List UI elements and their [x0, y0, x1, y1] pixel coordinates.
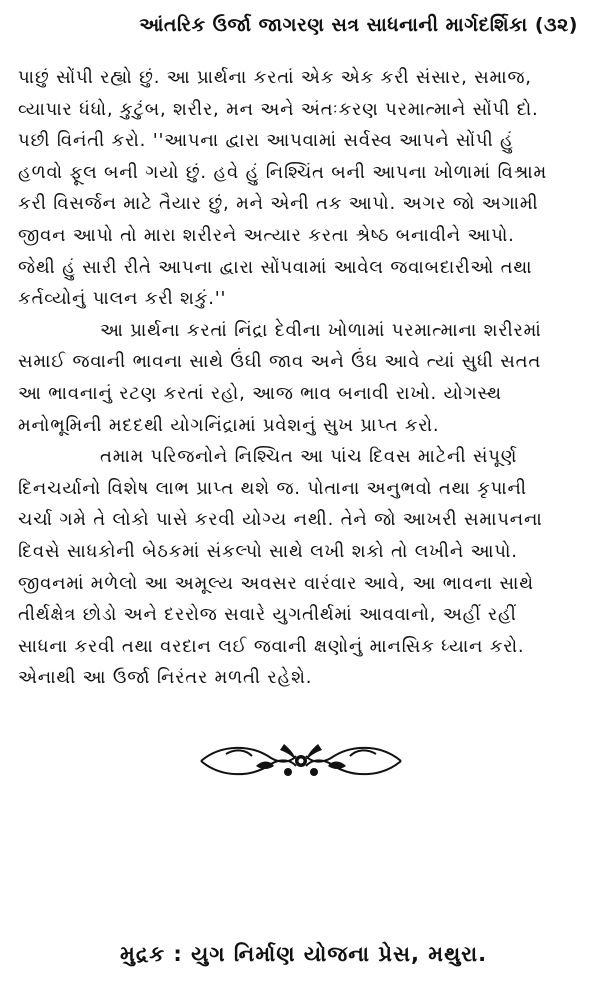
text-line: જેથી હું સારી રીતે આપના દ્વારા સોંપવામાં આવેલ જવાબદારીઓ તથા	[18, 256, 533, 278]
text-line: વ્યાપાર ધંધો, કુટુંબ, શરીર, મન અને અંતઃકરણ પરમાત્માને સોંપી દો.	[18, 98, 539, 120]
text-line: આ પ્રાર્થના કરતાં નિંદ્રા દેવીના ખોળામાં પરમાત્માના શરીરમાં	[100, 319, 542, 341]
text-line: દિવસે સાધકોની બેઠકમાં સંકલ્પો સાથે લખી શકો તો લખીને આપો.	[18, 540, 518, 562]
floral-divider-icon	[196, 736, 406, 786]
text-line: ચર્ચા ગમે તે લોકો પાસે કરવી યોગ્ય નથી. તેને જો આખરી સમાપનના	[18, 509, 543, 531]
text-line: આ ભાવનાનું રટણ કરતાં રહો, આજ ભાવ બનાવી રાખો. યોગસ્થ	[18, 382, 502, 404]
printer-credit: મુદ્રક : યુગ નિર્માણ યોજના પ્રેસ, મથુરા.	[120, 942, 488, 966]
paragraph-1	[18, 62, 582, 315]
paragraph-2	[18, 315, 582, 441]
text-line: કર્તવ્યોનું પાલન કરી શકું.''	[18, 288, 227, 310]
text-line: દિનચર્યાનો વિશેષ લાભ પ્રાપ્ત થશે જ. પોતાના અનુભવો તથા કૃપાની	[18, 477, 527, 499]
text-line: જીવન આપો તો મારા શરીરને અત્યાર કરતા શ્રેષ્ઠ બનાવીને આપો.	[18, 224, 515, 246]
body-text	[18, 62, 582, 694]
text-line: સમાઈ જવાની ભાવના સાથે ઉંઘી જાવ અને ઉંઘ આવે ત્યાં સુધી સતત	[18, 351, 542, 373]
text-line: મનોભૂમિની મદદથી યોગનિંદ્રામાં પ્રવેશનું સુખ પ્રાપ્ત કરો.	[18, 414, 440, 436]
text-line: પછી વિનંતી કરો. ''આપના દ્વારા આપવામાં સર્વસ્વ આપને સોંપી હું	[18, 130, 514, 152]
text-line: તીર્થક્ષેત્ર છોડો અને દરરોજ સવારે યુગતીર્થમાં આવવાનો, અહીં રહીં	[18, 604, 517, 626]
paragraph-3	[18, 441, 582, 694]
page-header-title: આંતરિક ઉર્જા જાગરણ સત્ર સાધનાની માર્ગદર્શિકા (૩૨)	[139, 14, 578, 36]
text-line: સાધના કરવી તથા વરદાન લઈ જવાની ક્ષણોનું માનસિક ધ્યાન કરો.	[18, 635, 525, 657]
text-line: કરી વિસર્જન માટે તૈયાર છું, મને એની તક આપો. અગર જો અગામી	[18, 193, 539, 215]
text-line: જીવનમાં મળેલો આ અમૂલ્ય અવસર વારંવાર આવે, આ ભાવના સાથે	[18, 572, 534, 594]
text-line: હળવો ફૂલ બની ગયો છું. હવે હું નિશ્ચિંત બની આપના ખોળામાં વિશ્રામ	[18, 161, 547, 183]
text-line: એનાથી આ ઉર્જા નિરંતર મળતી રહેશે.	[18, 667, 313, 689]
text-line: તમામ પરિજનોને નિશ્ચિત આ પાંચ દિવસ માટેની સંપૂર્ણ	[100, 446, 518, 468]
text-line: પાછું સોંપી રહ્યો છું. આ પ્રાર્થના કરતાં એક એક કરી સંસાર, સમાજ,	[18, 67, 532, 88]
